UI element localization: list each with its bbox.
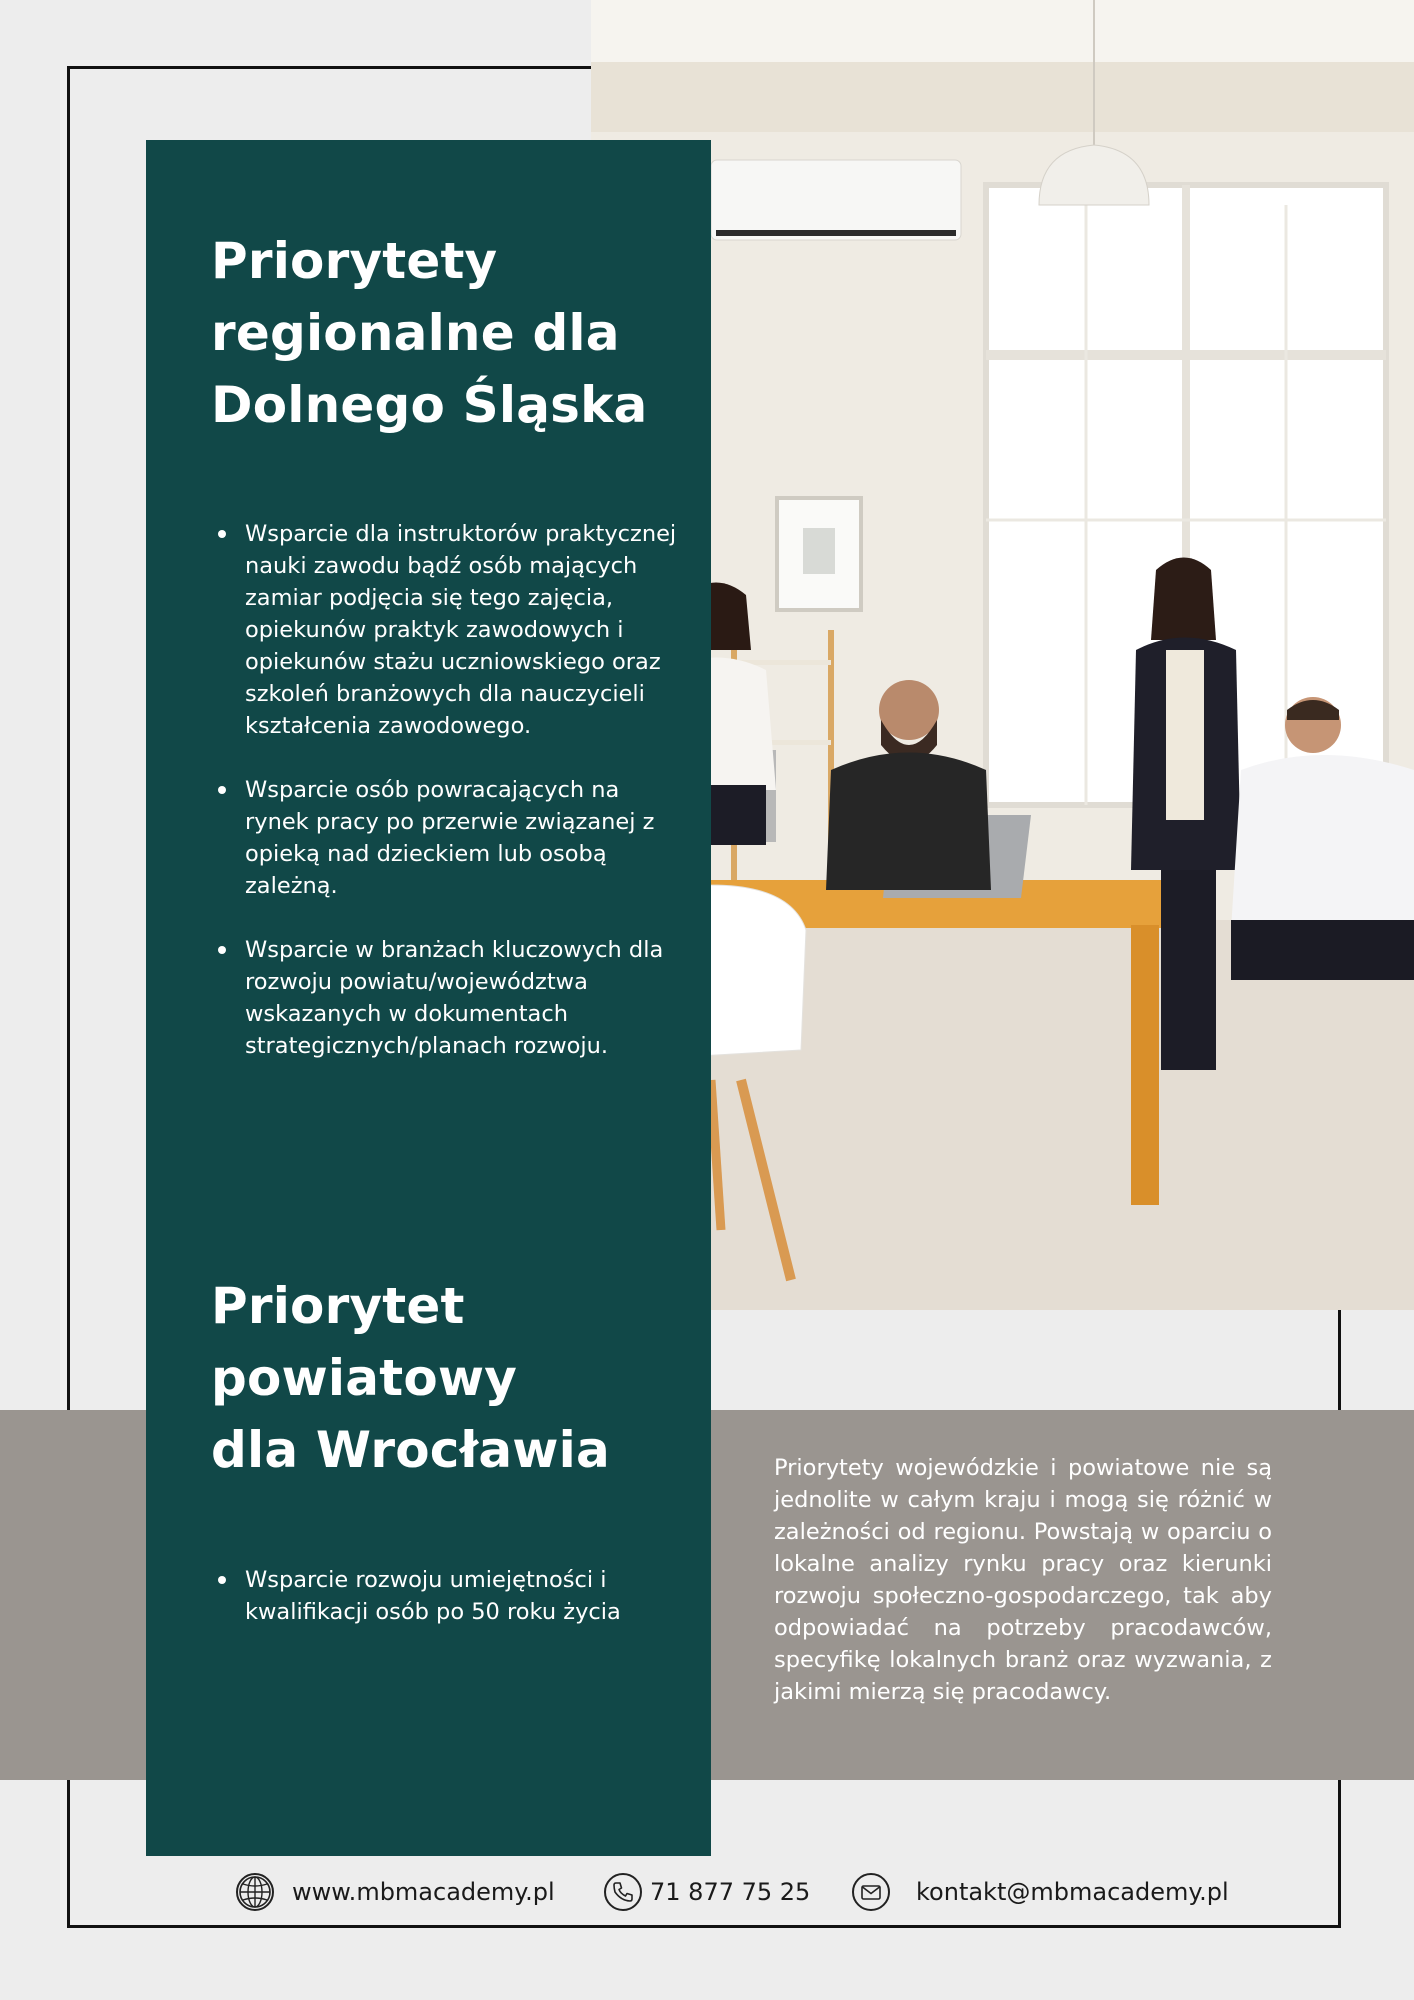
globe-icon bbox=[236, 1873, 274, 1911]
phone-link[interactable] bbox=[604, 1870, 810, 1914]
office-team-photo bbox=[591, 0, 1414, 1310]
email-text: kontakt@mbmacademy.pl bbox=[916, 1878, 1229, 1906]
envelope-icon bbox=[852, 1873, 890, 1911]
priorities-note: Priorytety wojewódzkie i powiatowe nie są jednolite w całym kraju i mogą się różnić w zależności od regionu. Powstają w oparciu o lokalne analizy rynku pracy oraz kierunki rozwoju społeczno-gospodarczego, tak aby odpowiadać na potrzeby pracodawców, specyfikę lokalnych branż oraz wyzwania, z jakimi mierzą się pracodawcy. bbox=[774, 1455, 1272, 1705]
county-priority-heading: Priorytet powiatowy dla Wrocławia bbox=[211, 1277, 610, 1479]
phone-text: 71 877 75 25 bbox=[650, 1878, 811, 1906]
website-link[interactable] bbox=[236, 1870, 555, 1914]
county-priority-list bbox=[211, 1564, 685, 1660]
regional-priorities-list bbox=[211, 518, 685, 1094]
list-item: Wsparcie dla instruktorów praktycznej nauki zawodu bądź osób mających zamiar podjęcia się tego zajęcia, opiekunów praktyk zawodowych i opiekunów stażu uczniowskiego oraz szkoleń branżowych dla nauczycieli kształcenia zawodowego. bbox=[245, 518, 685, 742]
list-item: Wsparcie osób powracających na rynek pracy po przerwie związanej z opieką nad dzieckiem lub osobą zależną. bbox=[245, 774, 685, 902]
regional-priorities-heading: Priorytety regionalne dla Dolnego Śląska bbox=[211, 232, 648, 434]
priorities-panel bbox=[146, 140, 711, 1856]
phone-icon bbox=[604, 1873, 642, 1911]
contact-footer bbox=[0, 1870, 1414, 1914]
list-item: Wsparcie w branżach kluczowych dla rozwoju powiatu/województwa wskazanych w dokumentach strategicznych/planach rozwoju. bbox=[245, 934, 685, 1062]
website-text: www.mbmacademy.pl bbox=[292, 1878, 555, 1906]
list-item: Wsparcie rozwoju umiejętności i kwalifikacji osób po 50 roku życia bbox=[245, 1564, 685, 1628]
email-link[interactable] bbox=[852, 1870, 1229, 1914]
